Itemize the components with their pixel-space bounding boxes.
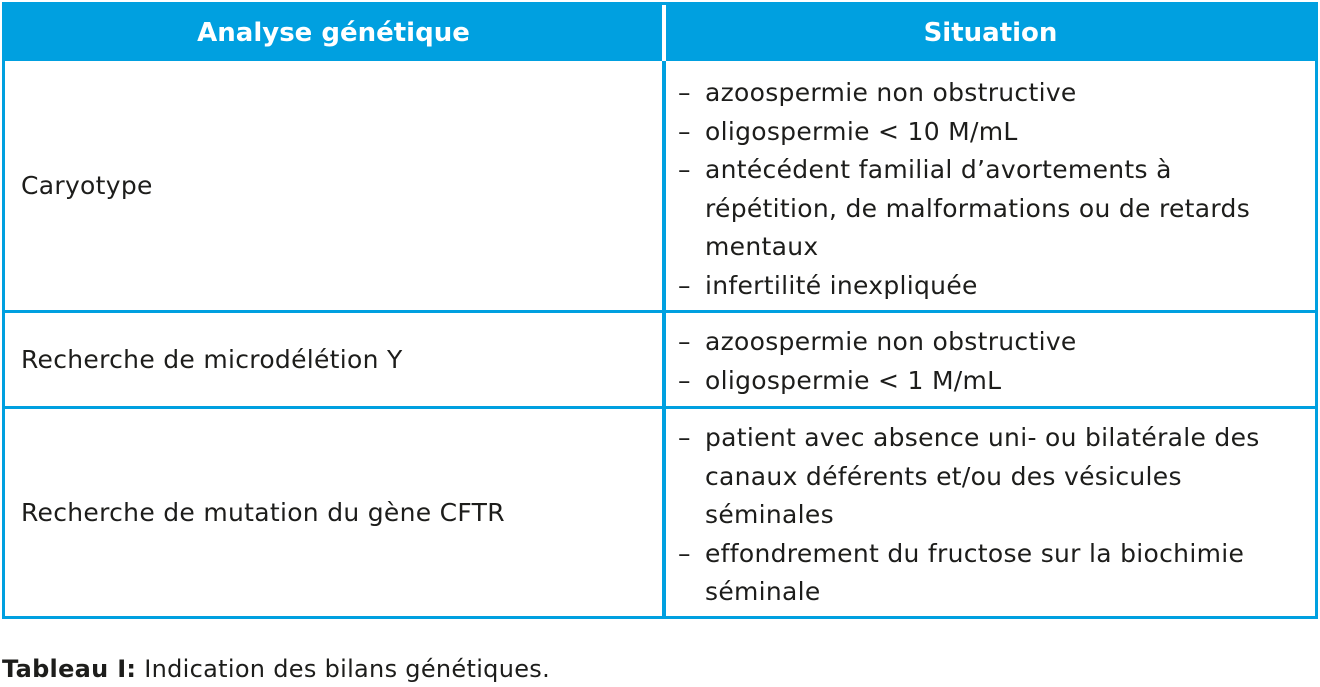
table-row: [5, 61, 1315, 310]
dash-bullet: –: [678, 327, 691, 356]
situation-item: [678, 151, 1293, 267]
situation-text: azoospermie non obstructive: [705, 327, 1077, 356]
table-caption: [2, 655, 550, 683]
situation-text: azoospermie non obstructive: [705, 78, 1077, 107]
situation-item: [678, 267, 1293, 306]
caption-text: Indication des bilans génétiques.: [136, 655, 551, 683]
table-row: [5, 313, 1315, 406]
analyse-cell: [21, 409, 651, 616]
situation-text: antécédent familial d’avortements à répétition, de malformations ou de retards mentaux: [705, 155, 1251, 261]
caption-label: Tableau I:: [2, 655, 137, 683]
analyse-cell: [21, 61, 651, 310]
situation-text: patient avec absence uni- ou bilatérale des canaux déférents et/ou des vésicules séminales: [705, 423, 1260, 529]
situation-text: effondrement du fructose sur la biochimie séminale: [705, 538, 1245, 606]
dash-bullet: –: [678, 423, 691, 452]
column-separator: [662, 409, 666, 616]
dash-bullet: –: [678, 365, 691, 395]
situation-cell: [678, 323, 1308, 400]
situation-item: [678, 74, 1293, 113]
header-analyse: Analyse génétique: [197, 18, 470, 48]
genetic-analysis-table: [2, 2, 1318, 619]
situation-item: [678, 419, 1290, 535]
dash-bullet: –: [678, 270, 691, 300]
analyse-cell: [21, 313, 651, 406]
situation-text: oligospermie < 10 M/mL: [705, 116, 1018, 146]
dash-bullet: –: [678, 155, 691, 184]
analyse-label: Recherche de mutation du gène CFTR: [21, 498, 505, 527]
header-situation: Situation: [923, 18, 1058, 48]
column-separator: [662, 313, 666, 406]
situation-cell: [678, 419, 1290, 612]
analyse-label: Recherche de microdélétion Y: [21, 345, 403, 374]
column-separator: [662, 61, 666, 310]
situation-item: [678, 362, 1308, 401]
table-header: [5, 5, 1315, 61]
situation-text: oligospermie < 1 M/mL: [705, 365, 1002, 395]
situation-text: infertilité inexpliquée: [705, 270, 978, 300]
analyse-label: Caryotype: [21, 171, 153, 200]
dash-bullet: –: [678, 78, 691, 107]
situation-cell: [678, 74, 1293, 305]
dash-bullet: –: [678, 538, 691, 568]
situation-item: [678, 113, 1293, 152]
table-row: [5, 409, 1315, 616]
situation-item: [678, 323, 1308, 362]
dash-bullet: –: [678, 116, 691, 146]
situation-item: [678, 535, 1290, 612]
